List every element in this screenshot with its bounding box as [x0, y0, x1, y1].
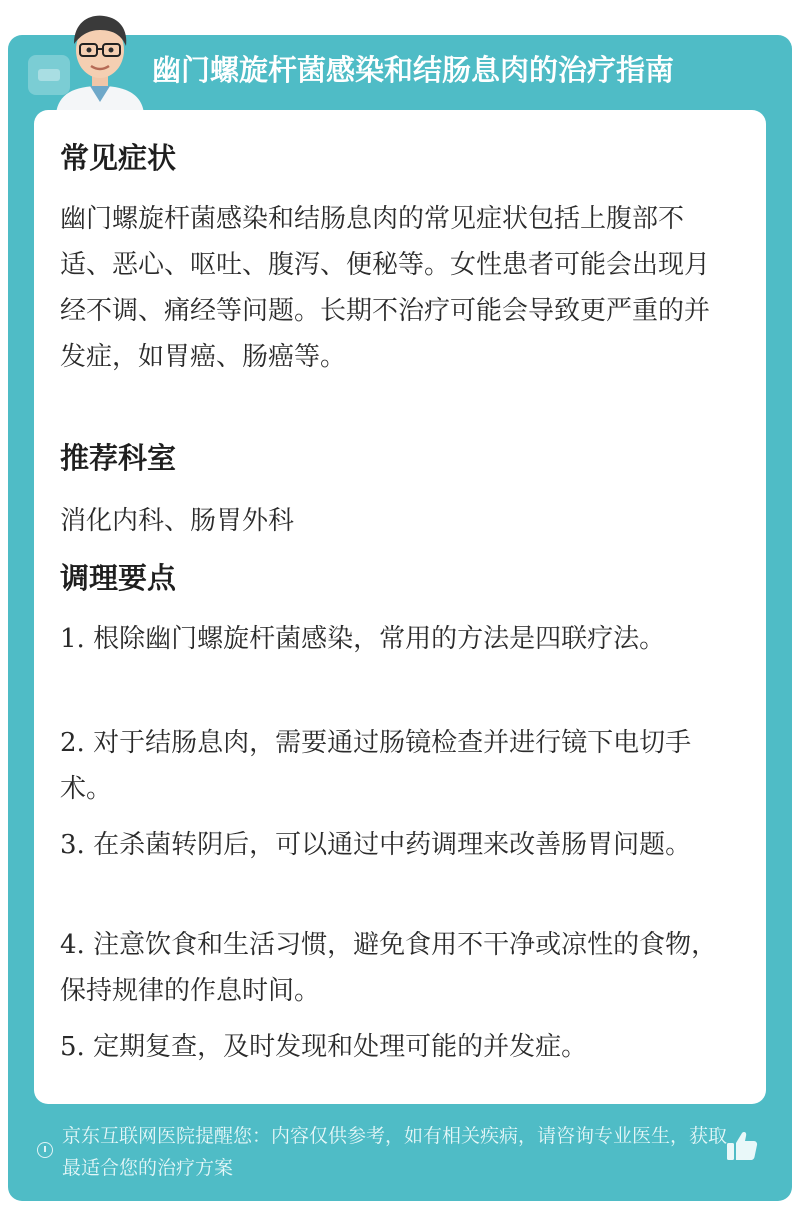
- care-tip: [60, 922, 730, 1014]
- department-heading: 推荐科室: [60, 441, 177, 475]
- care-tip-text: 定期复查，及时发现和处理可能的并发症。: [93, 1032, 588, 1062]
- page-title: 幽门螺旋杆菌感染和结肠息肉的治疗指南: [152, 53, 675, 87]
- care-tip: [60, 720, 730, 812]
- care-tip: [60, 822, 730, 868]
- care-heading: 调理要点: [60, 561, 177, 595]
- department-text: 消化内科、肠胃外科: [60, 506, 295, 536]
- footer-notice: 京东互联网医院提醒您：内容仅供参考，如有相关疾病，请咨询专业医生，获取最适合您的治疗方案: [62, 1125, 728, 1179]
- care-tip-number: 5.: [60, 1032, 85, 1062]
- care-tip-text: 对于结肠息肉，需要通过肠镜检查并进行镜下电切手术。: [60, 728, 692, 804]
- info-icon: [37, 1142, 53, 1158]
- doctor-avatar: [44, 6, 156, 114]
- care-tip-text: 在杀菌转阴后，可以通过中药调理来改善肠胃问题。: [93, 830, 692, 860]
- care-tip-number: 3.: [60, 830, 85, 860]
- care-tip: [60, 1024, 730, 1070]
- care-tip-number: 4.: [60, 930, 85, 960]
- care-tip: [60, 616, 730, 662]
- symptoms-heading: 常见症状: [60, 141, 177, 175]
- symptoms-text: 幽门螺旋杆菌感染和结肠息肉的常见症状包括上腹部不适、恶心、呕吐、腹泻、便秘等。女性患者可能会出现月经不调、痛经等问题。长期不治疗可能会导致更严重的并发症，如胃癌、肠癌等。: [60, 204, 711, 372]
- care-tip-text: 根除幽门螺旋杆菌感染，常用的方法是四联疗法。: [93, 624, 666, 654]
- thumbs-up-icon[interactable]: [724, 1128, 760, 1164]
- care-tip-number: 1.: [60, 624, 85, 654]
- content-card: [34, 110, 766, 1104]
- care-tip-text: 注意饮食和生活习惯，避免食用不干净或凉性的食物，保持规律的作息时间。: [60, 930, 718, 1006]
- care-tip-number: 2.: [60, 728, 85, 758]
